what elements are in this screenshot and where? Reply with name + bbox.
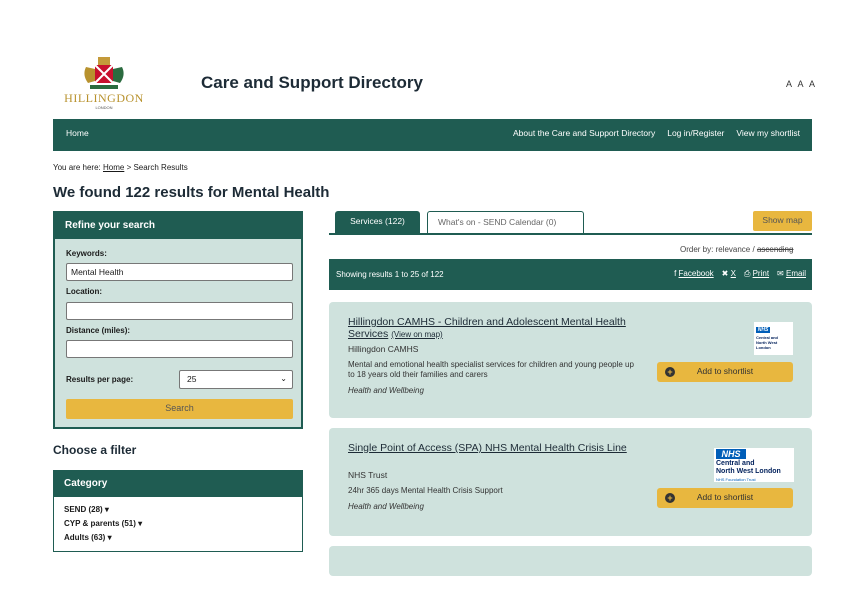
nhs-logo <box>754 322 793 355</box>
distance-input[interactable] <box>66 340 293 358</box>
per-page-label: Results per page: <box>66 375 134 384</box>
order-direction[interactable]: ascending <box>756 245 794 254</box>
add-to-shortlist-button[interactable]: + Add to shortlist <box>657 488 793 508</box>
nav-shortlist[interactable]: View my shortlist <box>736 128 800 138</box>
result-description: Mental and emotional health specialist services for children and young people up to 18 years old their families and carers <box>348 360 634 379</box>
chevron-down-icon: ⌄ <box>280 374 287 383</box>
nav-about[interactable]: About the Care and Support Directory <box>513 128 656 138</box>
result-organisation: Hillingdon CAMHS <box>348 344 419 354</box>
result-tag: Health and Wellbeing <box>348 502 424 511</box>
order-by <box>680 245 793 254</box>
result-description: 24hr 365 days Mental Health Crisis Support <box>348 486 503 495</box>
x-icon: ✖ <box>721 269 729 278</box>
nhs-logo <box>714 448 794 482</box>
result-title[interactable]: Hillingdon CAMHS - Children and Adolescent Mental Health Services (View on map) <box>348 316 626 340</box>
result-title[interactable]: Single Point of Access (SPA) NHS Mental Health Crisis Line <box>348 442 627 454</box>
email-link[interactable]: ✉ Email <box>777 269 806 278</box>
result-card <box>329 546 812 576</box>
tab-whats-on[interactable]: What's on - SEND Calendar (0) <box>427 211 584 233</box>
nhs-trust-name: Central and North West London <box>756 335 779 350</box>
plus-icon: + <box>665 493 675 503</box>
result-tag: Health and Wellbeing <box>348 386 424 395</box>
add-to-shortlist-button[interactable]: + Add to shortlist <box>657 362 793 382</box>
tab-services[interactable]: Services (122) <box>335 211 420 233</box>
print-link[interactable]: ⎙ Print <box>743 269 770 278</box>
keywords-input[interactable]: Mental Health <box>66 263 293 281</box>
show-map-button[interactable]: Show map <box>753 211 812 231</box>
category-title: Category <box>54 471 302 497</box>
refine-search-panel <box>53 211 303 429</box>
breadcrumb-prefix: You are here: <box>53 163 101 172</box>
page-title: We found 122 results for Mental Health <box>53 184 330 201</box>
facebook-link[interactable]: f Facebook <box>674 269 714 278</box>
email-icon: ✉ <box>777 269 784 278</box>
results-count: Showing results 1 to 25 of 122 <box>336 270 444 279</box>
logo-wordmark: HILLINGDON <box>64 91 144 105</box>
hillingdon-logo[interactable] <box>52 55 156 111</box>
breadcrumb-home[interactable]: Home <box>102 163 125 172</box>
view-on-map-link[interactable]: (View on map) <box>391 330 443 339</box>
per-page-value: 25 <box>187 374 197 384</box>
location-input[interactable] <box>66 302 293 320</box>
breadcrumb <box>53 163 188 172</box>
keywords-label: Keywords: <box>66 249 107 258</box>
x-link[interactable]: ✖ X <box>721 269 736 278</box>
category-item-adults[interactable]: Adults (63) ▾ <box>64 533 112 542</box>
result-card <box>329 302 812 418</box>
crest-icon <box>82 55 126 91</box>
order-by-label[interactable]: Order by: relevance <box>680 245 751 254</box>
top-navigation <box>53 119 812 151</box>
category-item-send[interactable]: SEND (28) ▾ <box>64 505 109 514</box>
result-card <box>329 428 812 536</box>
results-bar <box>329 259 812 290</box>
plus-icon: + <box>665 367 675 377</box>
location-label: Location: <box>66 287 102 296</box>
search-button[interactable]: Search <box>66 399 293 419</box>
nhs-trust-name: Central and North West London <box>716 460 781 475</box>
facebook-icon: f <box>674 269 677 278</box>
site-title: Care and Support Directory <box>201 73 423 92</box>
breadcrumb-current: Search Results <box>133 163 188 172</box>
nav-login[interactable]: Log in/Register <box>667 128 725 138</box>
results-tabs <box>329 211 812 235</box>
distance-label: Distance (miles): <box>66 326 131 335</box>
breadcrumb-separator: > <box>126 163 132 172</box>
per-page-select[interactable] <box>179 370 293 389</box>
nhs-trust-subtitle: NHS Foundation Trust <box>716 477 756 482</box>
result-organisation: NHS Trust <box>348 470 388 480</box>
nhs-badge: NHS <box>716 449 746 459</box>
nhs-badge: NHS <box>757 327 769 333</box>
filter-title: Choose a filter <box>53 443 137 457</box>
text-size-control[interactable]: A A A <box>786 79 818 89</box>
order-by-separator: / <box>752 245 755 254</box>
category-item-cyp[interactable]: CYP & parents (51) ▾ <box>64 519 143 528</box>
refine-title: Refine your search <box>55 213 301 239</box>
logo-subtext: LONDON <box>95 105 113 110</box>
share-links <box>674 269 806 279</box>
print-icon: ⎙ <box>743 269 751 278</box>
category-filter <box>53 470 303 552</box>
nav-home[interactable]: Home <box>66 128 89 138</box>
